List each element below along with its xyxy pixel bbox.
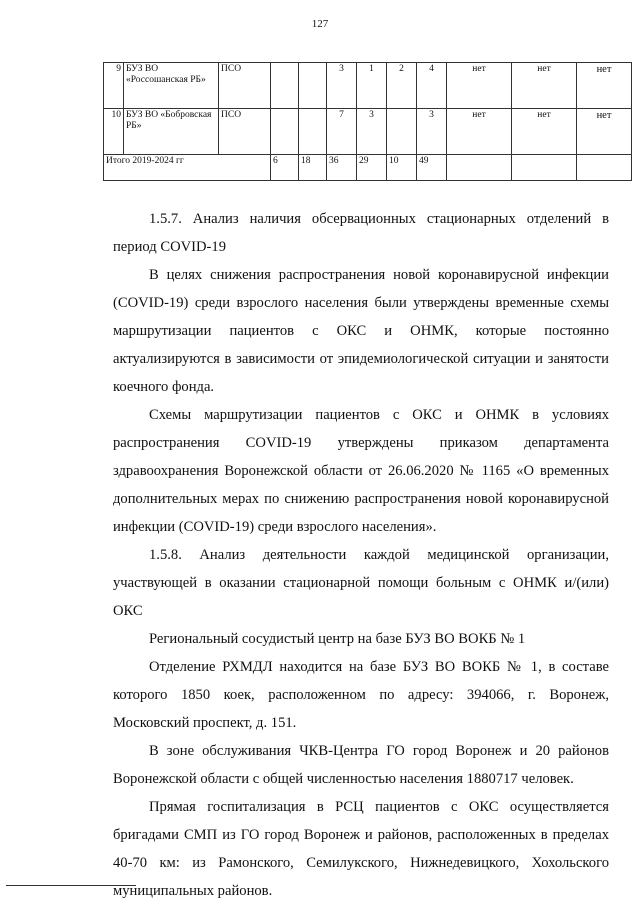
- table-cell: 4: [417, 63, 447, 109]
- table-cell: БУЗ ВО «Бобровская РБ»: [124, 109, 219, 155]
- table-cell: 36: [327, 155, 357, 181]
- footnote-separator: [6, 885, 136, 886]
- table-cell: [271, 63, 299, 109]
- table-cell: 10: [104, 109, 124, 155]
- table-cell: 3: [357, 109, 387, 155]
- section-heading: 1.5.8. Анализ деятельности каждой медицинской организации, участвующей в оказании стационарной помощи больным с ОНМК и/(или) ОКС: [113, 547, 609, 619]
- table-cell: 3: [417, 109, 447, 155]
- table-cell: [299, 109, 327, 155]
- table-cell: 49: [417, 155, 447, 181]
- table-cell: 2: [387, 63, 417, 109]
- table-cell: [299, 63, 327, 109]
- paragraph: Региональный сосудистый центр на базе БУЗ ВО ВОКБ № 1: [149, 631, 526, 647]
- table-cell: [447, 155, 512, 181]
- paragraph: Отделение РХМДЛ находится на базе БУЗ ВО ВОКБ № 1, в составе которого 1850 коек, расположенном по адресу: 394066, г. Воронеж, Московский проспект, д. 151.: [113, 659, 609, 731]
- paragraph: Прямая госпитализация в РСЦ пациентов с ОКС осуществляется бригадами СМП из ГО город Воронеж и районов, расположенных в пределах 40-70 км: из Рамонского, Семилукского, Нижнедевицкого, Хохольского муниципальных районов.: [113, 799, 609, 899]
- paragraph: В зоне обслуживания ЧКВ-Центра ГО город Воронеж и 20 районов Воронежской области с общей численностью населения 1880717 человек.: [113, 743, 609, 787]
- table-cell: нет: [447, 63, 512, 109]
- table-cell: Итого 2019-2024 гг: [104, 155, 271, 181]
- paragraph: В целях снижения распространения новой коронавирусной инфекции (COVID-19) среди взрослого населения были утверждены временные схемы маршрутизации пациентов с ОКС и ОНМК, которые постоянно актуализируются в зависимости от эпидемиологической ситуации и занятости коечного фонда.: [113, 267, 609, 395]
- table-row: [104, 109, 632, 155]
- table-cell: 7: [327, 109, 357, 155]
- table-cell: 6: [271, 155, 299, 181]
- table-cell: [577, 155, 632, 181]
- table-cell: 3: [327, 63, 357, 109]
- section-heading: 1.5.7. Анализ наличия обсервационных стационарных отделений в период COVID-19: [113, 211, 609, 255]
- table-cell: 18: [299, 155, 327, 181]
- table-total-row: [104, 155, 632, 181]
- table-cell: нет: [577, 63, 632, 109]
- body-text: [113, 205, 609, 905]
- table-cell: нет: [577, 109, 632, 155]
- table-cell: [271, 109, 299, 155]
- page-number: 127: [311, 18, 329, 30]
- table-cell: нет: [447, 109, 512, 155]
- hospital-table: [103, 62, 632, 181]
- paragraph: Схемы маршрутизации пациентов с ОКС и ОНМК в условиях распространения COVID-19 утверждены приказом департамента здравоохранения Воронежской области от 26.06.2020 № 1165 «О временных дополнительных мерах по снижению распространения новой коронавирусной инфекции (COVID-19) среди взрослого населения».: [113, 407, 609, 535]
- table-cell: нет: [512, 109, 577, 155]
- table-cell: 10: [387, 155, 417, 181]
- table-cell: ПСО: [219, 63, 271, 109]
- table-cell: БУЗ ВО «Россошанская РБ»: [124, 63, 219, 109]
- table-row: [104, 63, 632, 109]
- table-cell: 1: [357, 63, 387, 109]
- table-cell: [512, 155, 577, 181]
- table-cell: нет: [512, 63, 577, 109]
- table-cell: ПСО: [219, 109, 271, 155]
- table-cell: 29: [357, 155, 387, 181]
- table-cell: 9: [104, 63, 124, 109]
- table-cell: [387, 109, 417, 155]
